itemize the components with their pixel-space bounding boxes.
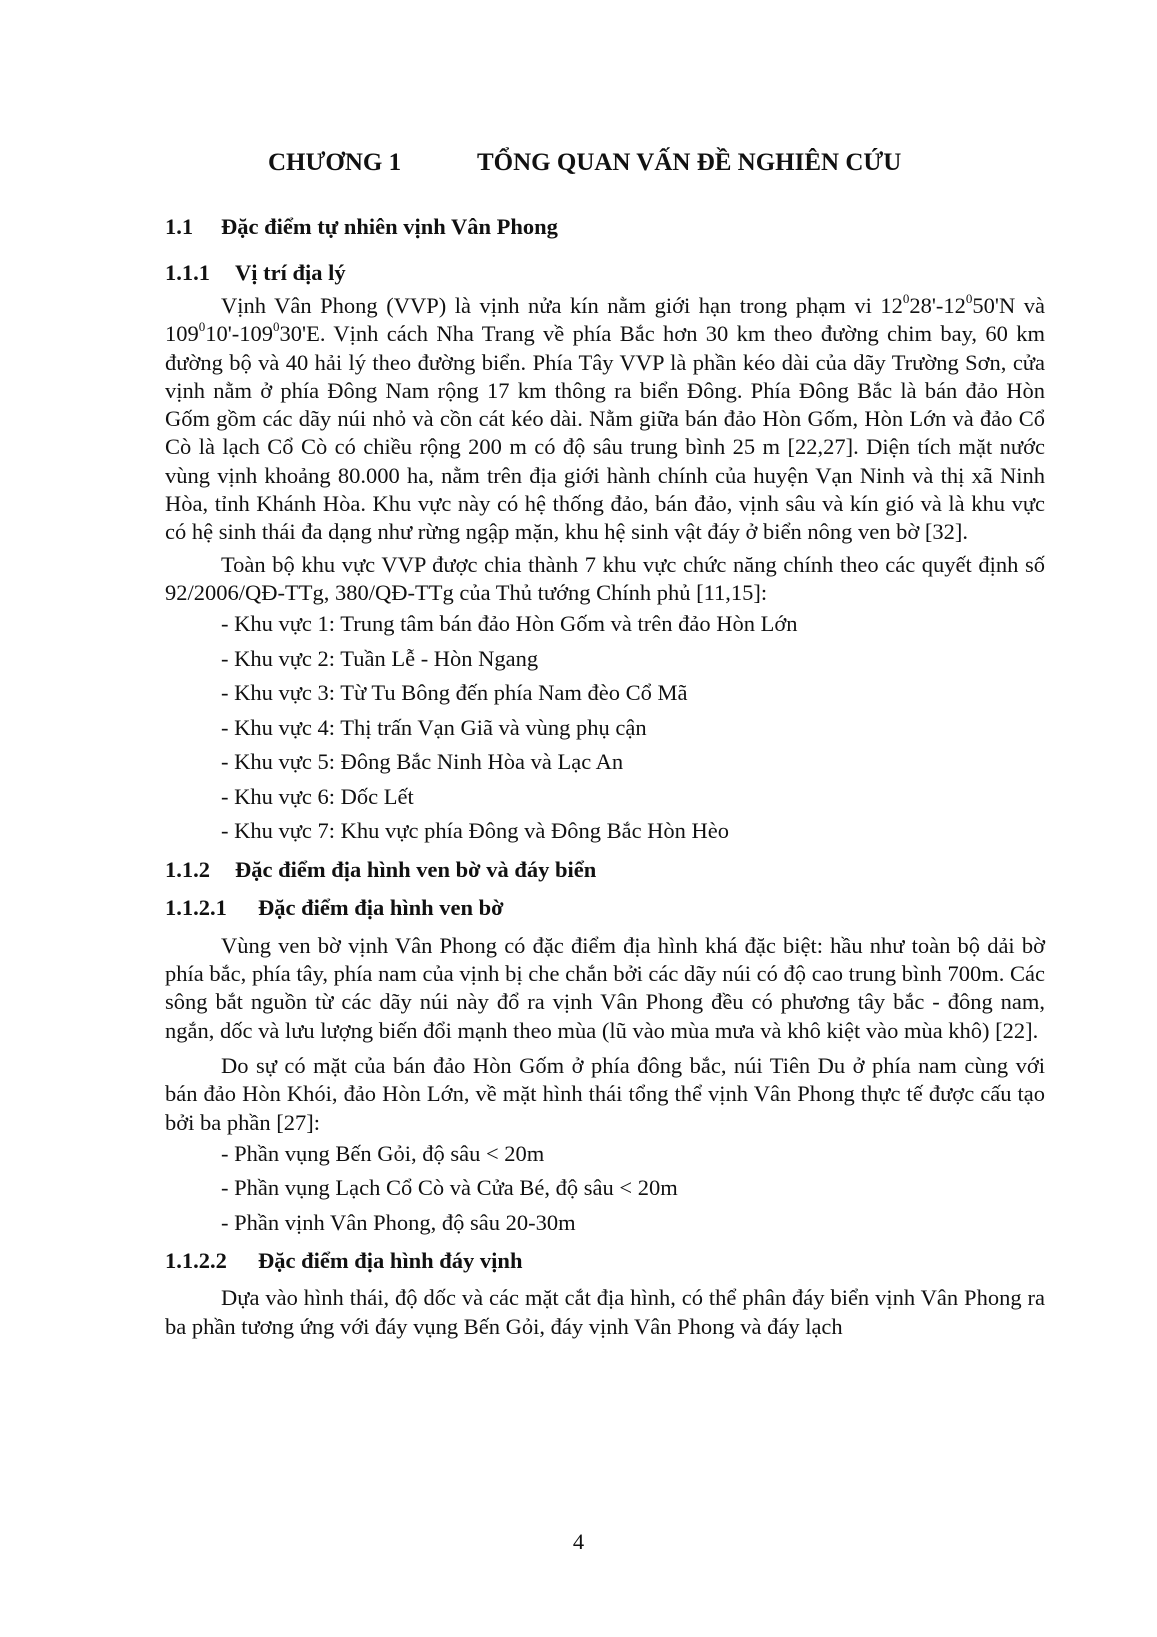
list-item: - Khu vực 1: Trung tâm bán đảo Hòn Gốm và trên đảo Hòn Lớn <box>221 611 798 637</box>
section-title: Đặc điểm địa hình ven bờ và đáy biển <box>235 856 597 882</box>
parts-list <box>165 1137 1045 1241</box>
section-number: 1.1.2.2 <box>165 1248 227 1274</box>
section-title: Đặc điểm địa hình đáy vịnh <box>258 1248 523 1274</box>
chapter-title: TỔNG QUAN VẤN ĐỀ NGHIÊN CỨU <box>477 149 902 176</box>
section-number: 1.1 <box>165 214 194 239</box>
paragraph-zones-intro: Toàn bộ khu vực VVP được chia thành 7 khu vực chức năng chính theo các quyết định số 92/2006/QĐ-TTg, 380/QĐ-TTg của Thủ tướng Chính phủ [11,15]: <box>165 551 1045 605</box>
list-item: - Phần vịnh Vân Phong, độ sâu 20-30m <box>221 1209 576 1235</box>
list-item: - Khu vực 6: Dốc Lết <box>221 783 414 809</box>
chapter-number: CHƯƠNG 1 <box>268 149 402 176</box>
section-heading-1-1-2-1 <box>165 893 1045 923</box>
section-number: 1.1.2.1 <box>165 894 227 920</box>
list-item: - Khu vực 3: Từ Tu Bông đến phía Nam đèo Cổ Mã <box>221 680 688 706</box>
list-item: - Phần vụng Lạch Cổ Cò và Cửa Bé, độ sâu < 20m <box>221 1175 678 1201</box>
section-heading-1-1-2 <box>165 855 1045 885</box>
section-heading-1-1 <box>165 212 1045 242</box>
section-number: 1.1.2 <box>165 856 210 882</box>
section-number: 1.1.1 <box>165 260 210 285</box>
list-item: - Khu vực 7: Khu vực phía Đông và Đông Bắc Hòn Hèo <box>221 818 730 844</box>
section-title: Đặc điểm tự nhiên vịnh Vân Phong <box>221 214 558 239</box>
paragraph-location: Vịnh Vân Phong (VVP) là vịnh nửa kín nằm giới hạn trong phạm vi $12^028'-12^050'N$ và $109^010'-109^030'E$. Vịnh cách Nha Trang về phía Bắc hơn 30 km theo đường chim bay, 60 km đường bộ và 40 hải lý theo đường biển. Phía Tây VVP là phần kéo dài của dãy Trường Sơn, cửa vịnh nằm ở phía Đông Nam rộng 17 km thông ra biển Đông. Phía Đông Bắc là bán đảo Hòn Gốm gồm các dãy núi nhỏ và cồn cát kéo dài. Nằm giữa bán đảo Hòn Gốm, Hòn Lớn và đảo Cổ Cò là lạch Cổ Cò có chiều rộng 200 m có độ sâu trung bình 25 m [22,27]. Diện tích mặt nước vùng vịnh khoảng 80.000 ha, nằm trên địa giới hành chính của huyện Vạn Ninh và thị xã Ninh Hòa, tỉnh Khánh Hòa. Khu vực này có hệ thống đảo, bán đảo, vịnh sâu và kín gió và là khu vực có hệ sinh thái đa dạng như rừng ngập mặn, khu hệ sinh vật đáy ở biển nông ven bờ [32]. <box>165 291 1045 545</box>
list-item: - Khu vực 2: Tuần Lễ - Hòn Ngang <box>221 645 539 671</box>
list-item: - Khu vực 4: Thị trấn Vạn Giã và vùng phụ cận <box>221 714 647 740</box>
zones-list <box>165 607 1045 849</box>
page-content <box>165 212 1045 1341</box>
section-heading-1-1-2-2 <box>165 1246 1045 1276</box>
paragraph-seabed: Dựa vào hình thái, độ dốc và các mặt cắt địa hình, có thể phân đáy biển vịnh Vân Phong ra ba phần tương ứng với đáy vụng Bến Gỏi, đáy vịnh Vân Phong và đáy lạch <box>165 1285 1045 1339</box>
section-heading-1-1-1 <box>165 258 1045 288</box>
section-title: Vị trí địa lý <box>235 260 346 285</box>
paragraph-bay-structure: Do sự có mặt của bán đảo Hòn Gốm ở phía đông bắc, núi Tiên Du ở phía nam cùng với bán đảo Hòn Khói, đảo Hòn Lớn, về mặt hình thái tổng thể vịnh Vân Phong thực tế được cấu tạo bởi ba phần [27]: <box>165 1052 1045 1135</box>
list-item: - Khu vực 5: Đông Bắc Ninh Hòa và Lạc An <box>221 749 624 775</box>
section-title: Đặc điểm địa hình ven bờ <box>258 894 504 920</box>
list-item: - Phần vụng Bến Gỏi, độ sâu < 20m <box>221 1140 545 1166</box>
paragraph-coastal-terrain: Vùng ven bờ vịnh Vân Phong có đặc điểm địa hình khá đặc biệt: hầu như toàn bộ dải bờ phía bắc, phía tây, phía nam của vịnh bị che chắn bởi các dãy núi có độ cao trung bình 700m. Các sông bắt nguồn từ các dãy núi này đổ ra vịnh Vân Phong đều có phương tây bắc - đông nam, ngắn, dốc và lưu lượng biến đổi mạnh theo mùa (lũ vào mùa mưa và khô kiệt vào mùa khô) [22]. <box>165 932 1045 1043</box>
page-number: 4 <box>572 1529 585 1554</box>
